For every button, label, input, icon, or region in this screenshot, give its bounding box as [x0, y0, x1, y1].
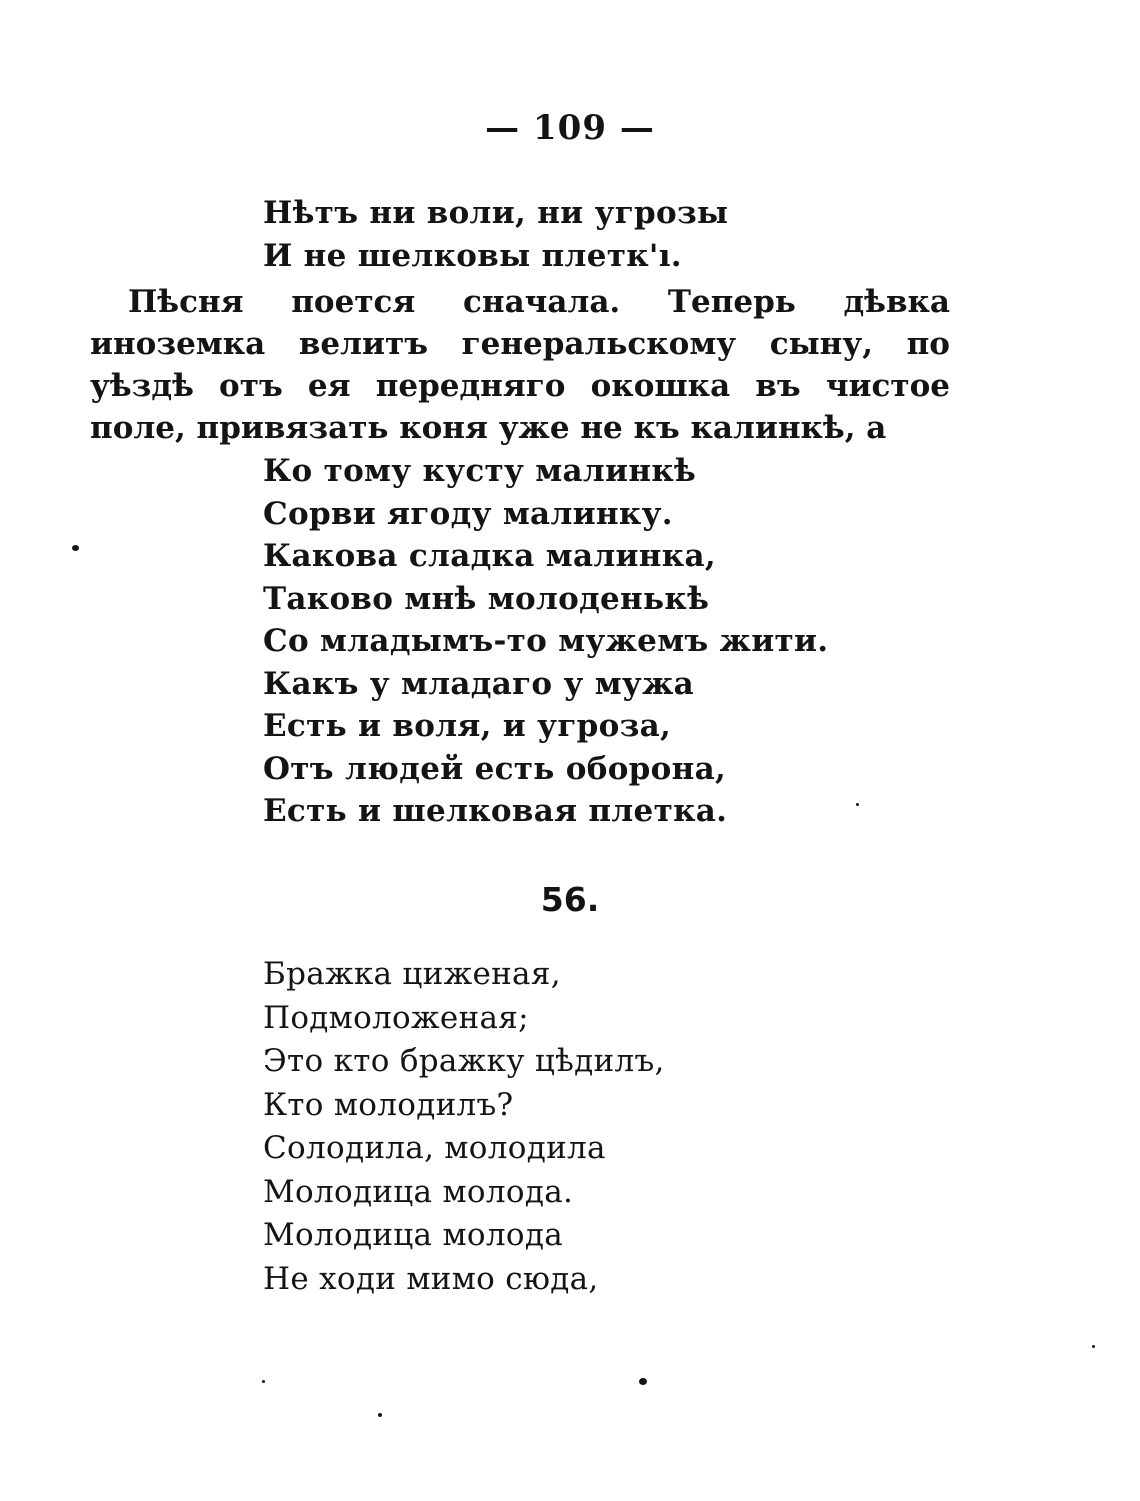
page-number: — 109 —: [485, 108, 655, 148]
ink-speck: [72, 545, 79, 551]
verse-line: Таково мнѣ молоденькѣ: [263, 580, 710, 617]
verse-line: И не шелковы плетк'ı.: [263, 237, 682, 274]
ink-speck: [856, 803, 859, 806]
verse-line: Не ходи мимо сюда,: [263, 1260, 599, 1297]
verse-line: Какова сладка малинка,: [263, 538, 716, 574]
verse-line: Молодица молода: [263, 1217, 563, 1253]
verse-mid: [263, 450, 828, 833]
verse-line: Отъ людей есть оборона,: [263, 750, 727, 787]
ink-speck: [639, 1378, 647, 1385]
verse-line: Со младымъ-то мужемъ жити.: [263, 623, 829, 659]
verse-bottom: [263, 953, 665, 1301]
verse-line: Молодица молода.: [263, 1173, 574, 1210]
verse-line: Ко тому кусту малинкѣ: [263, 453, 697, 489]
prose-paragraph: Пѣсня поется сначала. Теперь дѣвка иноземка велитъ генеральскому сыну, по уѣздѣ отъ ея передняго окошка въ чистое поле, привязать коня уже не къ калинкѣ, а: [90, 284, 950, 446]
verse-line: Нѣтъ ни воли, ни угрозы: [263, 195, 729, 231]
verse-line: Есть и шелковая плетка.: [263, 793, 728, 829]
verse-top: [263, 192, 728, 277]
ink-speck: [378, 1413, 382, 1417]
verse-line: Это кто бражку цѣдилъ,: [263, 1043, 665, 1079]
verse-line: Подмоложеная;: [263, 999, 529, 1036]
verse-line: Солодила, молодила: [263, 1130, 606, 1166]
verse-line: Есть и воля, и угроза,: [263, 708, 672, 744]
section-number: 56.: [540, 880, 600, 919]
ink-speck: [262, 1380, 265, 1383]
verse-line: Какъ у младаго у мужа: [263, 665, 695, 702]
ink-speck: [1092, 1345, 1095, 1348]
verse-line: Сорви ягоду малинку.: [263, 495, 673, 532]
verse-line: Кто молодилъ?: [263, 1086, 514, 1123]
verse-line: Бражка циженая,: [263, 956, 561, 992]
